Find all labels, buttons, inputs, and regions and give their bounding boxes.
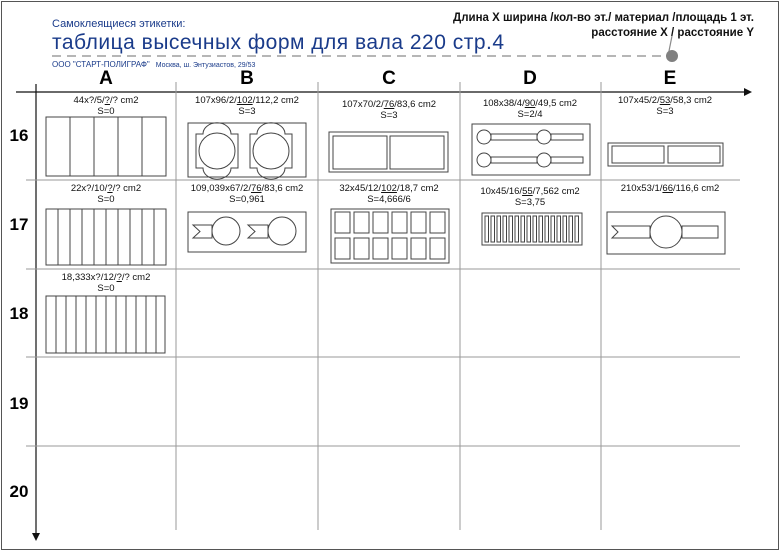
cell-b16-caption xyxy=(177,95,317,117)
die-a16 xyxy=(46,117,166,176)
company-address: Москва, ш. Энтузиастов, 29/53 xyxy=(155,62,256,69)
cell-b16-s: S=3 xyxy=(238,106,256,117)
die-b16 xyxy=(188,123,306,179)
cell-d17-caption xyxy=(460,186,600,208)
die-a17 xyxy=(46,209,166,265)
cell-d17-spec: 10x45/16/55/7,562 cm2 xyxy=(480,186,580,197)
cell-a18-s: S=0 xyxy=(97,283,115,294)
cell-a16-spec: 44x?/5/?/? cm2 xyxy=(73,95,139,106)
cell-c16-s: S=3 xyxy=(380,110,398,121)
column-label-b: B xyxy=(240,68,254,89)
x-axis-arrow xyxy=(744,88,752,96)
cell-e16-caption xyxy=(595,95,735,117)
die-c17 xyxy=(331,209,449,263)
cell-c16-caption xyxy=(319,99,459,121)
cell-e17-spec: 210x53/1/66/116,6 cm2 xyxy=(620,183,720,194)
legend-line-2: расстояние X / расстояние Y xyxy=(591,27,754,39)
cell-a18-spec: 18,333x?/12/?/? cm2 xyxy=(61,272,151,283)
cell-a17-spec: 22x?/10/?/? cm2 xyxy=(70,183,142,194)
cell-e16-s: S=3 xyxy=(656,106,674,117)
accent-dot xyxy=(666,50,678,62)
row-label-17: 17 xyxy=(9,215,29,234)
cell-b16-spec: 107x96/2/102/112,2 cm2 xyxy=(195,95,299,106)
row-label-19: 19 xyxy=(9,394,29,413)
cell-d16-spec: 108x38/4/90/49,5 cm2 xyxy=(482,98,578,109)
row-label-16: 16 xyxy=(9,126,29,145)
cell-b17-spec: 109,039x67/2/76/83,6 cm2 xyxy=(190,183,304,194)
cell-c17-caption xyxy=(319,183,459,205)
cell-c17-spec: 32x45/12/102/18,7 cm2 xyxy=(339,183,439,194)
page-title: таблица высечных форм для вала 220 стр.4 xyxy=(52,31,505,54)
die-d17 xyxy=(482,213,582,245)
column-label-a: A xyxy=(99,68,113,89)
y-axis-arrow xyxy=(32,533,40,541)
die-a18 xyxy=(46,296,165,353)
row-dividers xyxy=(26,180,740,446)
column-label-e: E xyxy=(663,68,677,89)
die-d16 xyxy=(472,124,590,175)
die-e16 xyxy=(608,143,723,166)
legend-line-1: Длина X ширина /кол-во эт./ материал /площадь 1 эт. xyxy=(453,12,754,24)
cell-c17-s: S=4,666/6 xyxy=(367,194,411,205)
cell-d16-caption xyxy=(460,98,600,120)
column-label-d: D xyxy=(523,68,537,89)
cell-a16-caption xyxy=(36,95,176,117)
cell-a18-caption xyxy=(36,272,176,294)
cell-d16-s: S=2/4 xyxy=(517,109,543,120)
cell-d17-s: S=3,75 xyxy=(514,197,546,208)
cell-e17-caption xyxy=(600,183,740,194)
cell-a16-s: S=0 xyxy=(97,106,115,117)
cell-b17-caption xyxy=(177,183,317,205)
column-dividers xyxy=(176,82,601,530)
cell-a17-caption xyxy=(36,183,176,205)
company-name: ООО "СТАРТ-ПОЛИГРАФ" xyxy=(52,60,150,69)
row-label-20: 20 xyxy=(9,482,29,501)
cell-a17-s: S=0 xyxy=(97,194,115,205)
die-c16 xyxy=(329,132,448,172)
die-b17 xyxy=(188,212,306,252)
row-label-18: 18 xyxy=(9,304,29,323)
cell-e16-spec: 107x45/2/53/58,3 cm2 xyxy=(617,95,713,106)
column-label-c: C xyxy=(382,68,396,89)
die-e17 xyxy=(607,212,725,254)
cell-c16-spec: 107x70/2/76/83,6 cm2 xyxy=(341,99,437,110)
subtitle: Самоклеящиеся этикетки: xyxy=(52,18,186,30)
cell-b17-s: S=0,961 xyxy=(229,194,265,205)
